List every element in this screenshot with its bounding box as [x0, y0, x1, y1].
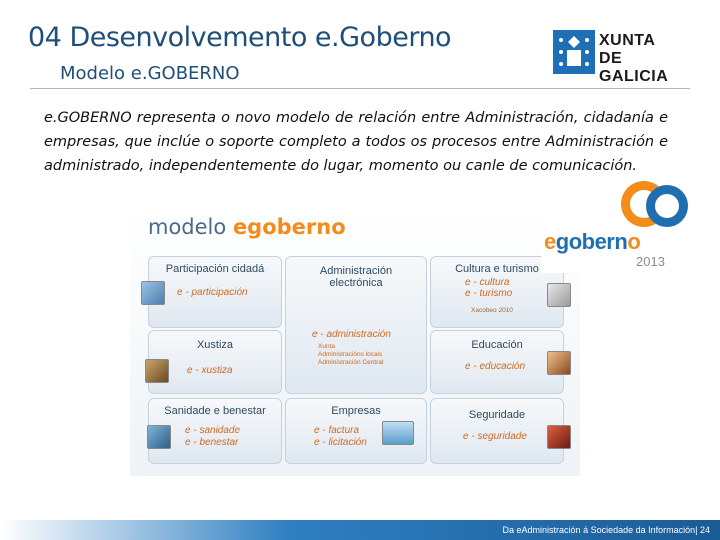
diagram-title	[148, 215, 346, 239]
panel-cultura-title: Cultura e turismo	[455, 263, 539, 275]
panel-empresas-title: Empresas	[331, 405, 381, 417]
panel-administracion-title-2: electrónica	[329, 277, 383, 289]
panel-xustiza	[148, 330, 282, 394]
eg-word-rest: gobern	[555, 229, 628, 254]
galicia-shield-icon	[553, 30, 595, 74]
body-paragraph: e.GOBERNO representa o novo modelo de relación entre Administración, cidadanía e empresas, que inclúe o soporte completo a todos os procesos entre Administración e administrado, independentemente do lugar, momento ou canle de comunicación.	[44, 110, 668, 174]
panel-sanidade-item-2: e - benestar	[185, 437, 239, 448]
cursor-hand-icon	[547, 283, 571, 307]
student-photo-icon	[547, 351, 571, 375]
panel-empresas	[285, 398, 427, 464]
eg-word-o: o	[627, 229, 641, 254]
panel-seguridade	[430, 398, 564, 464]
panel-sanidade-item-1: e - sanidade	[185, 425, 241, 436]
diagram-title-left: modelo	[148, 215, 227, 239]
panel-participacion-title: Participación cidadá	[165, 263, 265, 275]
panel-participacion-item: e - participación	[177, 287, 248, 298]
firefighter-photo-icon	[547, 425, 571, 449]
logo-line-2: DE GALICIA	[599, 50, 669, 85]
panel-seguridade-title: Seguridade	[468, 409, 526, 421]
eg-word-e: e	[544, 229, 556, 254]
hand-photo-icon	[141, 281, 165, 305]
panel-seguridade-item: e - seguridade	[463, 431, 527, 442]
page-subtitle: Modelo e.GOBERNO	[60, 63, 240, 84]
panel-educacion	[430, 330, 564, 394]
panel-cultura-item-2: e - turismo	[465, 288, 513, 299]
airplane-photo-icon	[382, 421, 414, 445]
eg-wordmark	[544, 229, 640, 255]
stethoscope-icon	[147, 425, 171, 449]
footer-bar	[0, 520, 720, 540]
panel-educacion-title: Educación	[471, 339, 523, 351]
panel-administracion-title-1: Administración	[319, 265, 393, 277]
panel-xustiza-title: Xustiza	[196, 339, 234, 351]
panel-sanidade	[148, 398, 282, 464]
panel-administracion-sub-3: Administración Central	[318, 359, 384, 366]
eg-year: 2013	[636, 254, 665, 269]
egoberno-model-diagram	[130, 208, 580, 476]
panel-empresas-item-1: e - factura	[314, 425, 360, 436]
xunta-logo	[553, 30, 693, 85]
egoberno-2013-logo	[541, 181, 676, 273]
panel-cultura-extra: Xacobeo 2010	[471, 307, 513, 314]
panel-educacion-item: e - educación	[465, 361, 526, 372]
scales-of-justice-icon	[145, 359, 169, 383]
page-title: 04 Desenvolvemento e.Goberno	[28, 22, 452, 53]
eg-g-mark-icon	[646, 185, 688, 227]
panel-cultura-item-1: e - cultura	[465, 277, 510, 288]
panel-administracion-item: e - administración	[312, 329, 391, 340]
logo-line-1: XUNTA	[599, 32, 656, 49]
panel-xustiza-item: e - xustiza	[187, 365, 233, 376]
panel-empresas-item-2: e - licitación	[314, 437, 367, 448]
title-divider	[30, 88, 690, 89]
panel-sanidade-title: Sanidade e benestar	[164, 405, 266, 417]
panel-participacion	[148, 256, 282, 328]
panel-administracion-sub-1: Xunta	[318, 343, 335, 350]
panel-administracion-sub-2: Administracións locais	[318, 351, 383, 358]
footer-text: Da eAdministración á Sociedade da Información| 24	[502, 525, 710, 535]
panel-administracion	[285, 256, 427, 394]
diagram-title-right: egoberno	[232, 215, 346, 239]
